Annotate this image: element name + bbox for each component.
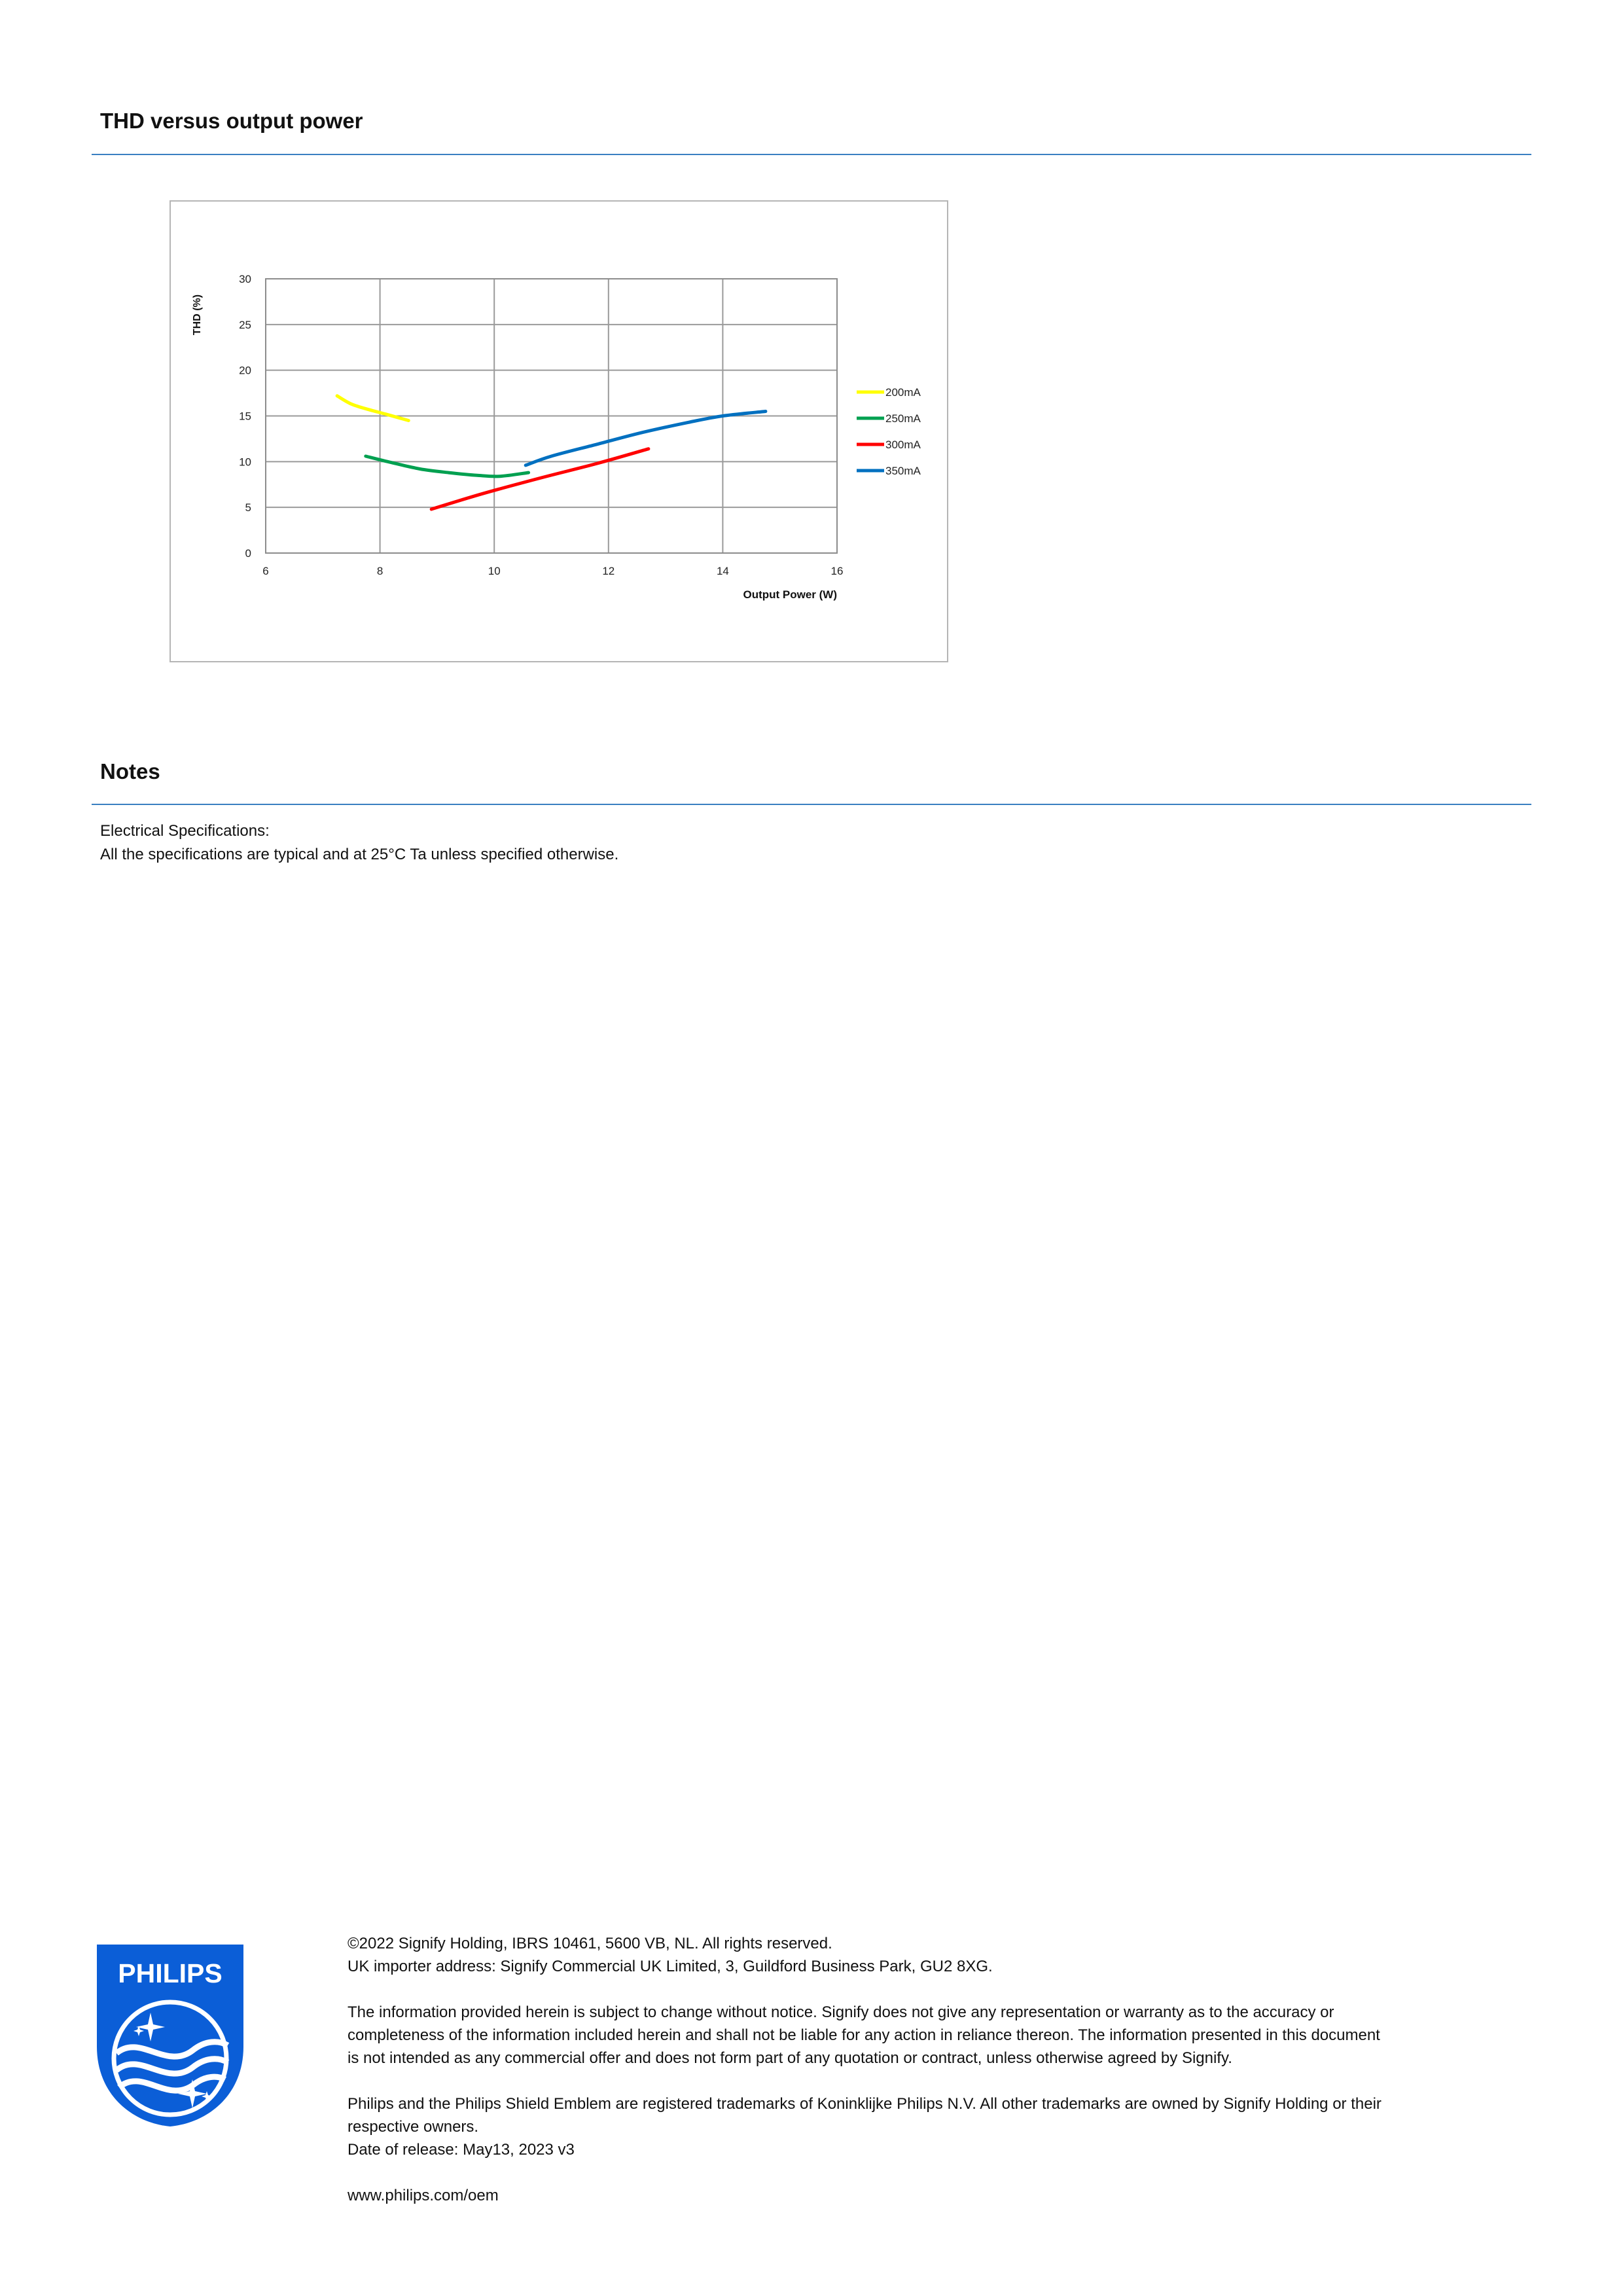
x-tick-label: 8 bbox=[376, 565, 383, 577]
series-line-250mA bbox=[366, 456, 529, 476]
footer-disclaimer: The information provided herein is subject to change without notice. Signify does not give any representation or warranty as to the accuracy or bbox=[348, 2003, 1334, 2021]
series-line-200mA bbox=[337, 396, 408, 421]
footer-disclaimer: is not intended as any commercial offer and does not form part of any quotation or contract, unless otherwise agreed by Signify. bbox=[348, 2049, 1232, 2067]
philips-shield-logo bbox=[94, 1942, 246, 2129]
footer-disclaimer: completeness of the information included herein and shall not be liable for any action in reliance thereon. The information presented in this document bbox=[348, 2026, 1380, 2044]
x-tick-label: 6 bbox=[262, 565, 269, 577]
x-axis-label: Output Power (W) bbox=[743, 588, 837, 601]
x-tick-label: 14 bbox=[716, 565, 729, 577]
series-line-300mA bbox=[431, 449, 649, 509]
y-axis-label: THD (%) bbox=[192, 294, 203, 336]
y-tick-label: 0 bbox=[245, 547, 251, 560]
logo-wordmark: PHILIPS bbox=[118, 1958, 223, 1988]
footer-release-date: Date of release: May13, 2023 v3 bbox=[348, 2141, 575, 2159]
y-tick-label: 25 bbox=[239, 318, 251, 331]
x-tick-label: 10 bbox=[488, 565, 501, 577]
notes-line: Electrical Specifications: bbox=[100, 822, 270, 840]
footer-website-link[interactable]: www.philips.com/oem bbox=[348, 2187, 499, 2204]
series-line-350mA bbox=[526, 412, 766, 465]
notes-body bbox=[100, 819, 618, 867]
legend-label: 250mA bbox=[885, 412, 921, 425]
section-title-thd: THD versus output power bbox=[100, 109, 363, 133]
footer-trademarks: respective owners. bbox=[348, 2118, 479, 2136]
x-tick-label: 12 bbox=[602, 565, 615, 577]
section-divider bbox=[92, 804, 1531, 805]
y-tick-label: 30 bbox=[239, 273, 251, 285]
legend-label: 200mA bbox=[885, 386, 921, 399]
legend-label: 350mA bbox=[885, 465, 921, 477]
chart-canvas bbox=[171, 202, 947, 661]
section-title-notes: Notes bbox=[100, 759, 160, 783]
thd-chart bbox=[169, 200, 948, 662]
footer-importer: UK importer address: Signify Commercial UK Limited, 3, Guildford Business Park, GU2 8XG. bbox=[348, 1958, 993, 1975]
y-tick-label: 20 bbox=[239, 364, 251, 377]
footer-copyright: ©2022 Signify Holding, IBRS 10461, 5600 VB, NL. All rights reserved. bbox=[348, 1935, 832, 1952]
footer-trademarks: Philips and the Philips Shield Emblem are registered trademarks of Koninklijke Philips N.V. All other trademarks are owned by Signify Holding or their bbox=[348, 2095, 1382, 2113]
legend-label: 300mA bbox=[885, 439, 921, 451]
section-divider bbox=[92, 154, 1531, 155]
y-tick-label: 10 bbox=[239, 456, 251, 469]
y-tick-label: 5 bbox=[245, 501, 251, 514]
notes-line: All the specifications are typical and at 25°C Ta unless specified otherwise. bbox=[100, 846, 619, 863]
footer bbox=[348, 1932, 1525, 2207]
y-tick-label: 15 bbox=[239, 410, 251, 423]
x-tick-label: 16 bbox=[830, 565, 844, 577]
